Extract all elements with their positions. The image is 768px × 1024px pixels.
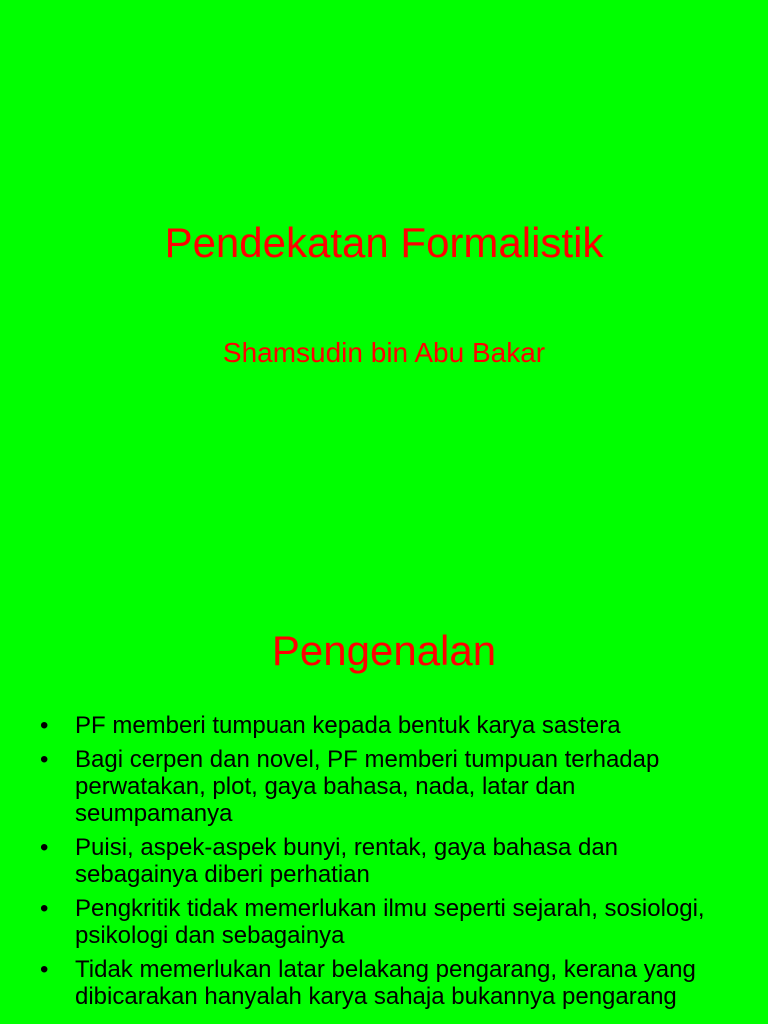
bullet-item bbox=[40, 956, 730, 1010]
bullet-text: PF memberi tumpuan kepada bentuk karya sastera bbox=[75, 712, 621, 739]
bullet-text: Tidak memerlukan latar belakang pengarang, kerana yang dibicarakan hanyalah karya sahaja bukannya pengarang bbox=[75, 956, 696, 1010]
bullet-icon: • bbox=[40, 712, 49, 739]
bullet-item bbox=[40, 895, 730, 949]
bullet-list bbox=[40, 712, 730, 1017]
slide-title: Pendekatan Formalistik bbox=[164, 219, 604, 266]
bullet-item bbox=[40, 834, 730, 888]
introduction-slide bbox=[0, 576, 768, 1024]
bullet-text: Bagi cerpen dan novel, PF memberi tumpuan terhadap perwatakan, plot, gaya bahasa, nada, latar dan seumpamanya bbox=[75, 746, 660, 827]
bullet-item bbox=[40, 746, 730, 827]
bullet-icon: • bbox=[40, 834, 49, 861]
bullet-icon: • bbox=[40, 895, 49, 922]
bullet-item bbox=[40, 712, 730, 739]
bullet-icon: • bbox=[40, 746, 49, 773]
slide-heading: Pengenalan bbox=[271, 627, 497, 674]
bullet-text: Pengkritik tidak memerlukan ilmu seperti sejarah, sosiologi, psikologi dan sebagainya bbox=[75, 895, 705, 949]
slide-subtitle-author: Shamsudin bin Abu Bakar bbox=[222, 337, 546, 368]
bullet-icon: • bbox=[40, 956, 49, 983]
bullet-text: Puisi, aspek-aspek bunyi, rentak, gaya bahasa dan sebagainya diberi perhatian bbox=[75, 834, 619, 888]
